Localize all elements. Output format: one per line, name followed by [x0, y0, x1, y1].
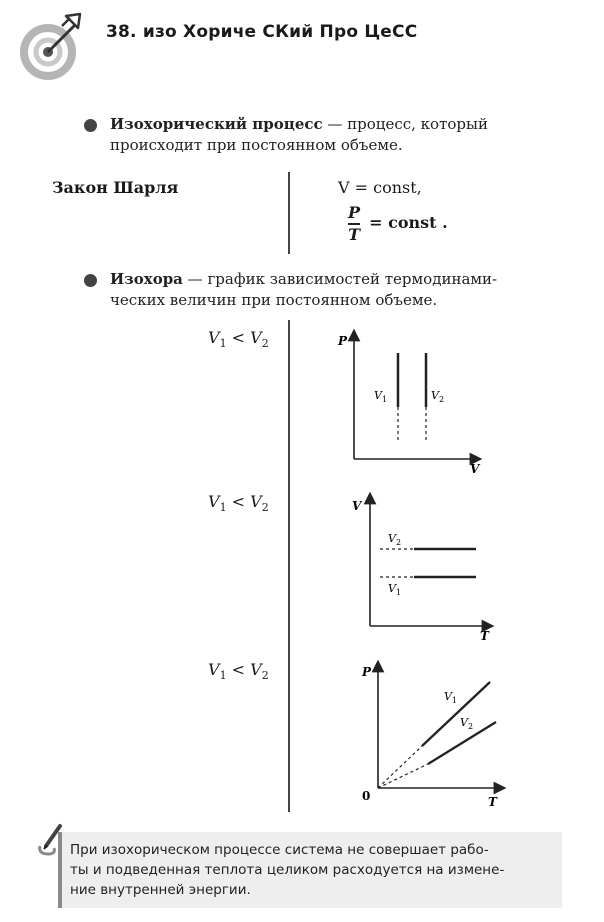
label-v2: $V_2$ — [388, 532, 402, 547]
fraction-p-over-t: $\frac{P}{T}$ — [348, 203, 361, 244]
formula-pressure-temperature — [348, 203, 448, 245]
x-axis-label: T — [488, 795, 497, 809]
x-axis-label: T — [480, 629, 489, 643]
origin-label: 0 — [362, 789, 371, 803]
graph2-condition: $V_1 < V_2$ — [208, 492, 269, 515]
y-axis-label: P — [362, 665, 372, 679]
definition-isochore — [110, 269, 560, 311]
formula-const: = const . — [369, 213, 448, 233]
isochore-v1 — [422, 682, 490, 746]
graph1-condition: $V_1 < V_2$ — [208, 328, 269, 351]
definition-line1: — график зависимостей термодинами- — [182, 270, 498, 288]
label-v2: $V_2$ — [460, 716, 474, 731]
label-v1: $V_1$ — [374, 389, 388, 404]
isochore-v2-dashed — [378, 764, 428, 788]
bullet-icon — [84, 274, 97, 287]
graphs-divider — [288, 320, 290, 812]
term-isochoric-process: Изохорический процесс — [110, 115, 323, 133]
label-v1: $V_1$ — [444, 690, 458, 705]
definition-line2: ческих величин при постоянном объеме. — [110, 291, 438, 309]
y-axis-label: V — [352, 499, 362, 513]
definition-line1: — процесс, который — [322, 115, 488, 133]
page-title: 38. изо Хориче СКий Про ЦеСС — [106, 22, 418, 42]
label-v1: $V_1$ — [388, 582, 402, 597]
term-isochore: Изохора — [110, 270, 183, 288]
y-axis-label: P — [338, 334, 348, 348]
definition-isochoric-process — [110, 114, 560, 156]
graph-pressure-temperature — [356, 660, 506, 810]
formula-volume-const: V = const, — [338, 178, 422, 197]
graph-pressure-volume — [330, 325, 490, 475]
bullet-icon — [84, 119, 97, 132]
graph3-condition: $V_1 < V_2$ — [208, 660, 269, 683]
note-text: При изохорическом процессе система не совершает рабо- ты и подведенная теплота целиком расходуется на измене- ние внутренней энергии. — [70, 842, 505, 898]
law-label: Закон Шарля — [52, 178, 179, 197]
target-arrow-icon — [14, 10, 86, 82]
label-v2: $V_2$ — [431, 389, 445, 404]
graph-volume-temperature — [346, 490, 496, 644]
x-axis-label: V — [470, 462, 480, 475]
isochore-v1-dashed — [378, 746, 422, 788]
section-divider — [288, 172, 290, 254]
definition-line2: происходит при постоянном объеме. — [110, 136, 403, 154]
